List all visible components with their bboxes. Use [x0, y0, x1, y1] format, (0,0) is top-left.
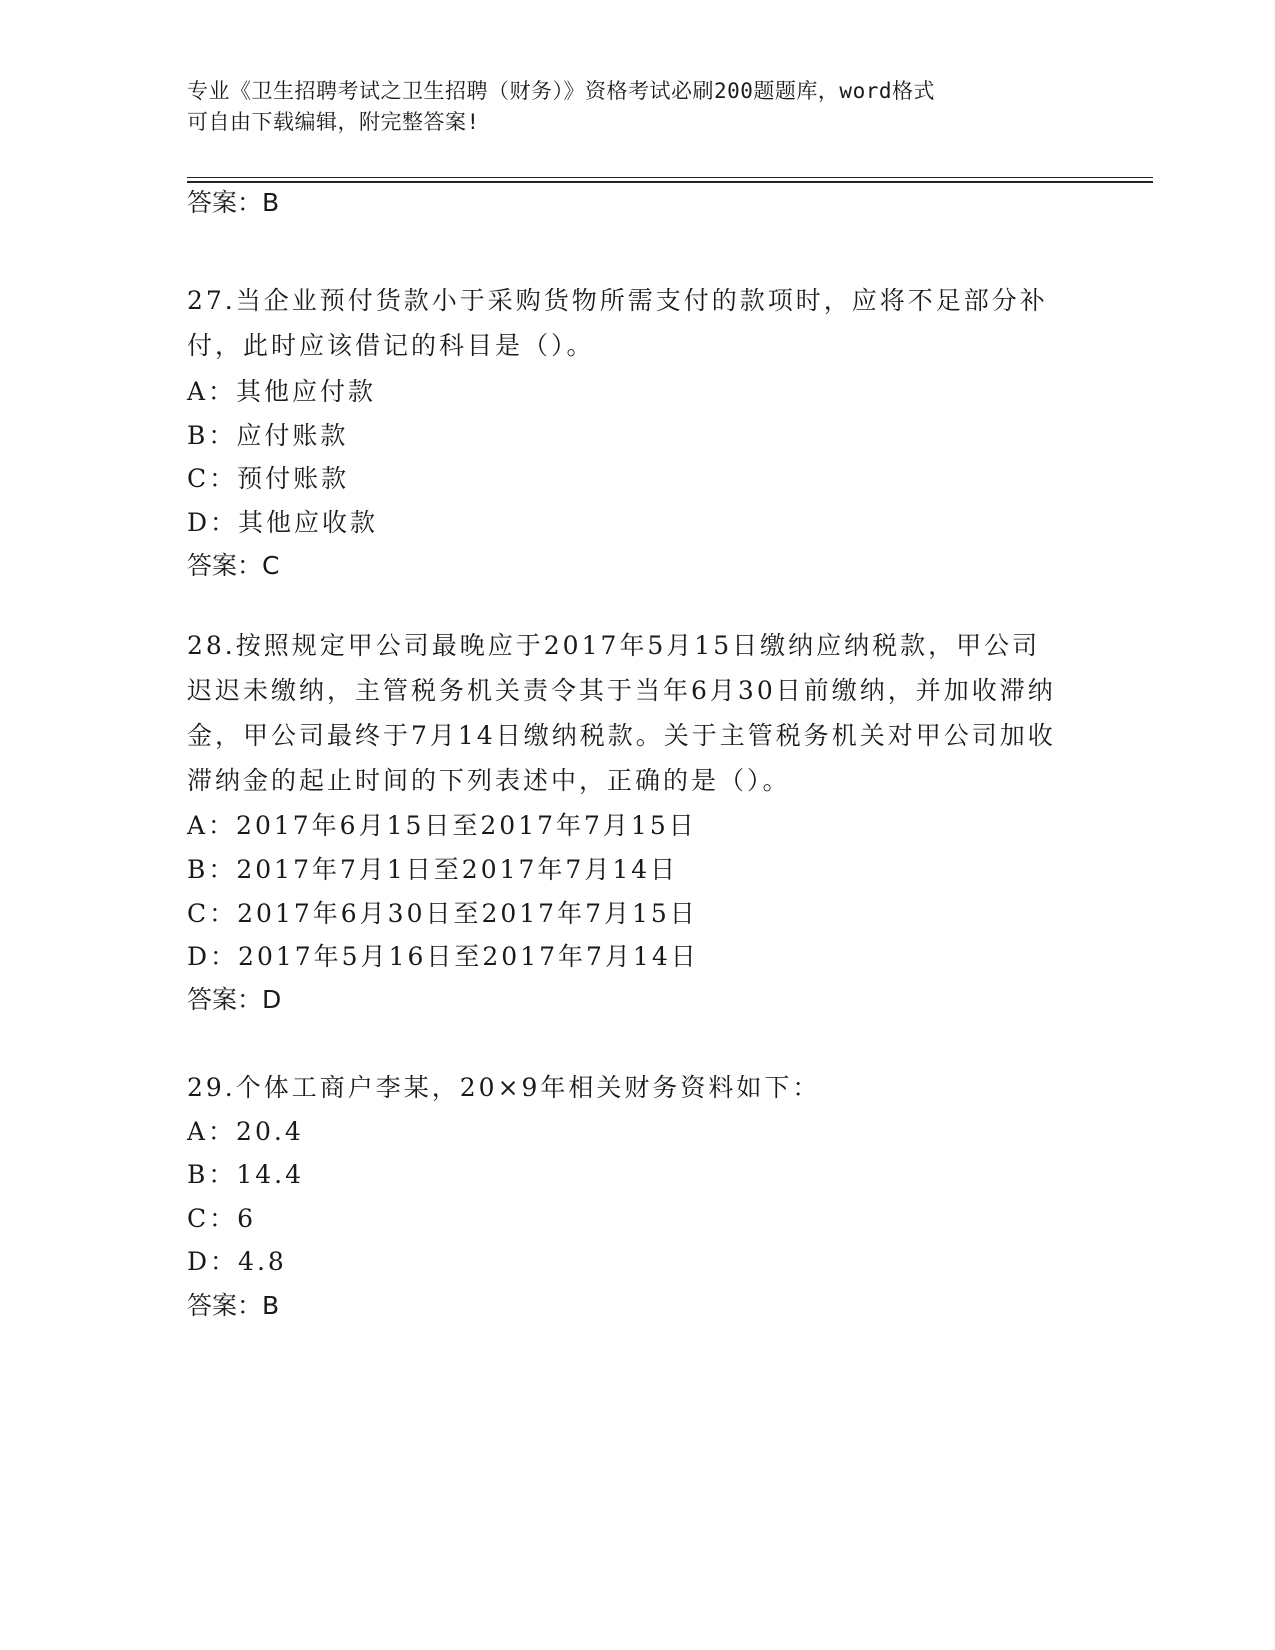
question-29-stem: 29.个体工商户李某，20×9年相关财务资料如下： [187, 1073, 821, 1102]
question-27-option-b: B：应付账款 [187, 421, 349, 450]
question-28-option-c: C：2017年6月30日至2017年7月15日 [187, 899, 698, 928]
question-28-option-d: D：2017年5月16日至2017年7月14日 [187, 942, 699, 971]
question-27-stem: 27.当企业预付货款小于采购货物所需支付的款项时，应将不足部分补付，此时应该借记的科目是（）。 [187, 286, 1048, 360]
question-29-answer: 答案：B [187, 1291, 280, 1320]
question-27-option-d: D：其他应收款 [187, 508, 379, 537]
question-27-option-a: A：其他应付款 [187, 377, 377, 406]
question-27-answer: 答案：C [187, 551, 280, 580]
question-28-option-a: A：2017年6月15日至2017年7月15日 [187, 811, 697, 840]
question-29-option-d: D：4.8 [187, 1247, 287, 1276]
header-rule-thin [187, 177, 1153, 178]
question-29-option-a: A：20.4 [187, 1117, 304, 1146]
question-27-option-c: C：预付账款 [187, 464, 350, 493]
question-28-option-b: B：2017年7月1日至2017年7月14日 [187, 855, 679, 884]
header-rule-thick [187, 181, 1153, 183]
header-line-1: 专业《卫生招聘考试之卫生招聘（财务）》资格考试必刷200题题库，word格式 [187, 79, 935, 103]
header-line-2: 可自由下载编辑，附完整答案! [187, 110, 480, 134]
question-28-stem: 28.按照规定甲公司最晚应于2017年5月15日缴纳应纳税款，甲公司迟迟未缴纳，主管税务机关责令其于当年6月30日前缴纳，并加收滞纳金，甲公司最终于7月14日缴纳税款。关于主管税务机关对甲公司加收滞纳金的起止时间的下列表述中，正确的是（）。 [187, 631, 1056, 795]
question-29-option-b: B：14.4 [187, 1160, 305, 1189]
question-28-answer: 答案：D [187, 985, 282, 1014]
question-29-option-c: C：6 [187, 1204, 257, 1233]
answer-prev: 答案：B [187, 188, 280, 217]
document-header [187, 76, 1067, 138]
